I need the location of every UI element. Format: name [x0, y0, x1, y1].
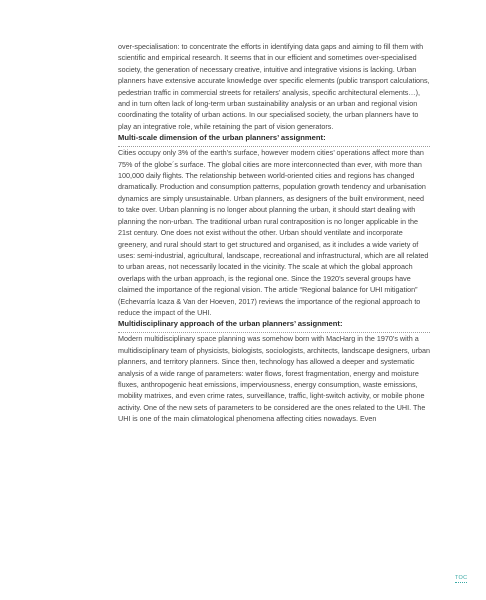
paragraph-intro: over-specialisation: to concentrate the efforts in identifying data gaps and aiming to fill them with scientific and empirical research. It seems that in our efficient and sometimes over-specialised society, the generation of necessary creative, intuitive and integrative visions is lacking. Urban planners have extensive accurate knowledge over specific elements (public transport calculations, pedestrian traffic in commercial streets for retailers’ analysis, specific architectural elements…), and in turn often lack of long-term urban sustainability analysis or an urban and regional vision coordinating the totality of urban actions. In our specialised society, the urban planners have to play an integrative role, while retaining the part of vision generators. [118, 42, 430, 131]
section-heading-multiscale: Multi-scale dimension of the urban planners’ assignment: [118, 132, 430, 147]
toc-link[interactable]: TOC [455, 575, 468, 581]
paragraph-multidisciplinary: Modern multidisciplinary space planning was somehow born with MacHarg in the 1970’s with a multidisciplinary team of physicists, biologists, sociologists, architects, landscape designers, urban planners, and territory planners. Since then, technology has allowed a deeper and systematic analysis of a wide range of parameters: water flows, forest fragmentation, energy and moisture fluxes, anthropogenic heat emissions, imperviousness, energy consumption, waste emissions, mobility matrixes, and even crime rates, surveillance, traffic, light-switch activity, or mobile phone activity. One of the new sets of parameters to be considered are the ones related to the UHI. The UHI is one of the main climatological phenomena affecting cities nowadays. Even [118, 334, 430, 424]
paragraph-multiscale: Cities occupy only 3% of the earth’s surface, however modern cities’ operations affect more than 75% of the globe´s surface. The global cities are more interconnected than ever, with more than 100,000 daily flights. The relationship between world-oriented cities and regions has changed dramatically. Production and consumption patterns, population growth tendency and urbanisation dynamics are simply unsustainable. Urban planners, as designers of the built environment, need to take over. Urban planning is no longer about planning the urban, it should start dealing with planning the non-urban. The traditional urban rural contraposition is no longer applicable in the 21st century. One does not exist without the other. Urban should ventilate and incorporate greenery, and rural should start to get structured and organised, as it includes a wide variety of uses: semi-industrial, agricultural, landscape, recreational and infrastructural, which are all related to urban areas, not necessarily located in the vicinity. The scale at which the global approach overlaps with the urban approach, is the regional one. Since the 1920’s several groups have claimed the importance of the regional vision. The article “Regional balance for UHI mitigation” (Echevarría Icaza & Van der Hoeven, 2017) reviews the importance of the regional approach to reduce the impact of the UHI. [118, 148, 429, 317]
page-content [118, 41, 430, 425]
section-heading-multidisciplinary: Multidisciplinary approach of the urban planners’ assignment: [118, 318, 430, 333]
